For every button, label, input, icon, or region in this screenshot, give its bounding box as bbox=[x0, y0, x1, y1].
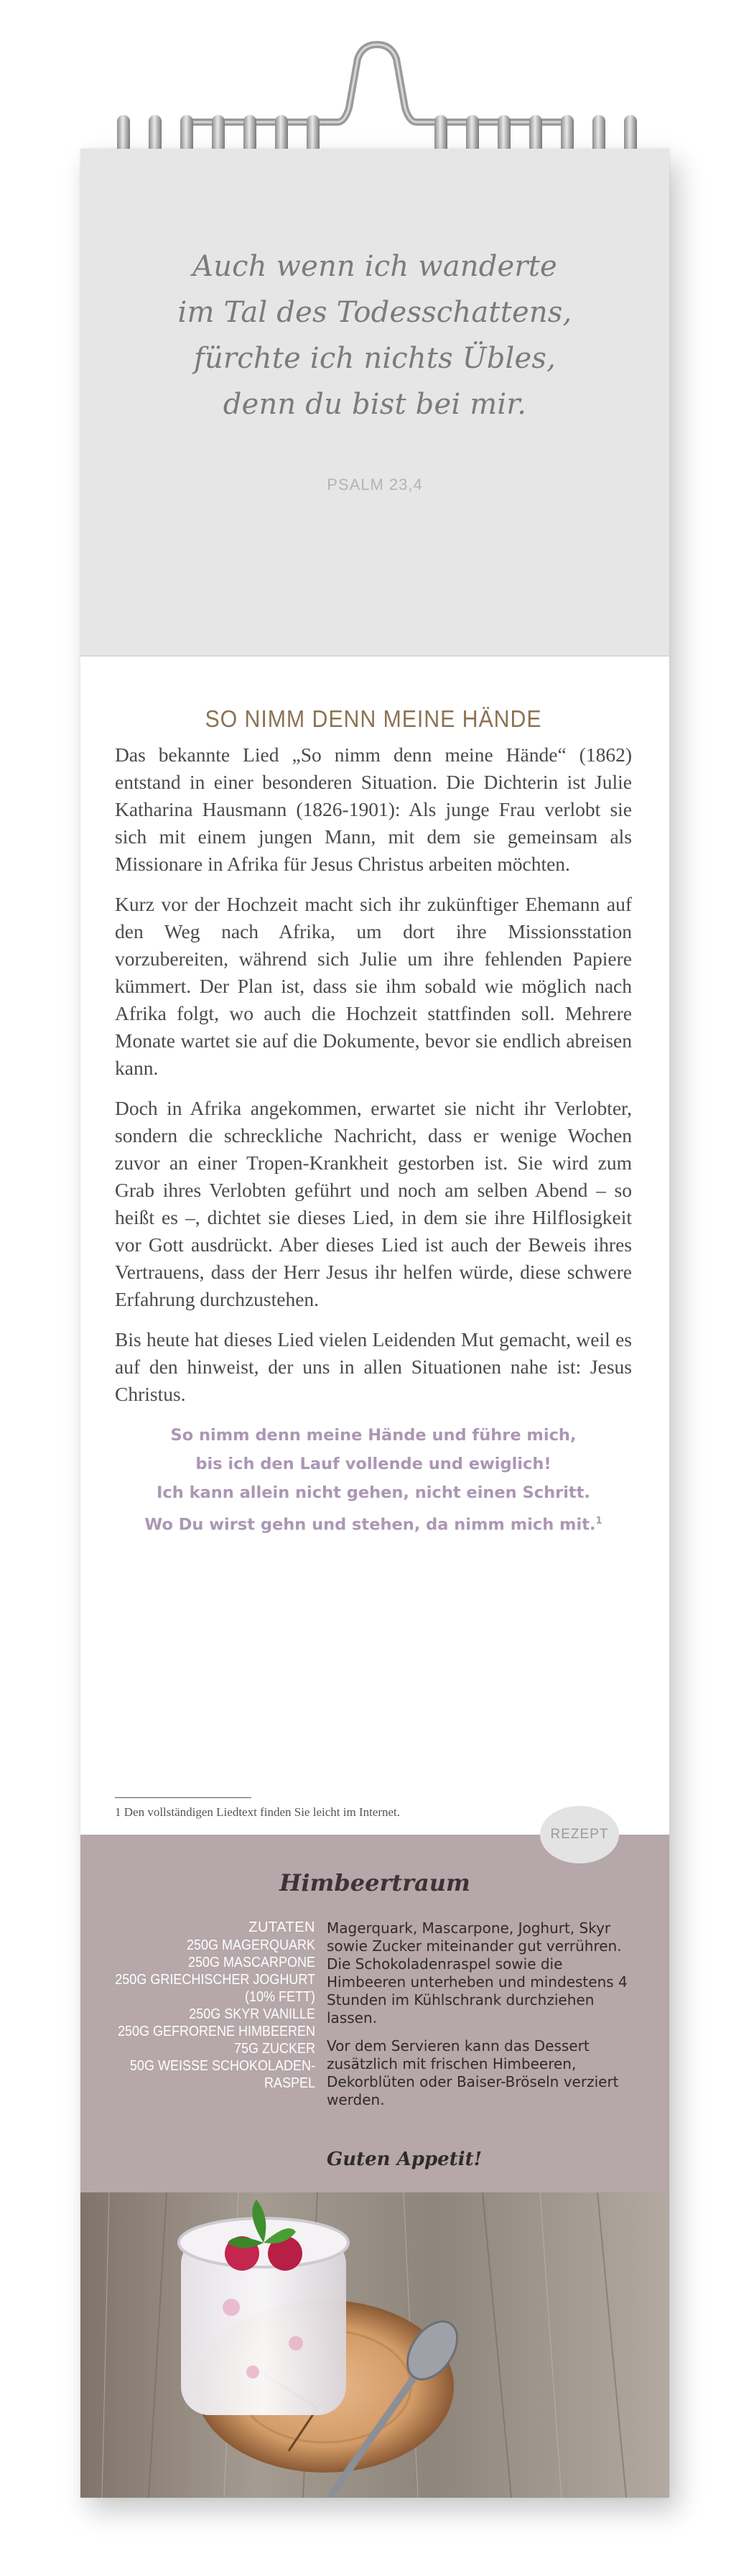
ingredient-item: 250G GEFRORENE HIMBEEREN bbox=[117, 2024, 315, 2039]
lyrics-line: bis ich den Lauf vollende und ewiglich! bbox=[195, 1455, 551, 1473]
ingredient-item: (10% FETT) bbox=[244, 1989, 315, 2005]
footnote: 1 Den vollständigen Liedtext finden Sie leicht im Internet. bbox=[115, 1805, 401, 1819]
article bbox=[115, 705, 632, 1539]
ingredient-item: 250G SKYR VANILLE bbox=[189, 2006, 315, 2022]
lyrics-line: So nimm denn meine Hände und führe mich, bbox=[170, 1426, 577, 1445]
ingredient-item: 250G GRIECHISCHER JOGHURT bbox=[115, 1972, 315, 1988]
ingredient-item: 50G WEISSE SCHOKOLADEN- bbox=[129, 2058, 316, 2074]
ingredient-item: 75G ZUCKER bbox=[233, 2041, 315, 2057]
calendar-page bbox=[80, 149, 669, 2498]
ingredient-item: RASPEL bbox=[264, 2075, 315, 2091]
recipe-step: Vor dem Servieren kann das Dessert zusätzlich mit frischen Himbeeren, Dekorblüten oder Baiser-Bröseln verziert werden. bbox=[327, 2037, 619, 2108]
recipe-block bbox=[80, 1835, 669, 2192]
verse-line: Auch wenn ich wanderte bbox=[192, 250, 557, 283]
recipe-badge: REZEPT bbox=[540, 1806, 619, 1863]
ingredients-label: ZUTATEN bbox=[248, 1919, 315, 1935]
article-paragraph: Das bekannte Lied „So nimm denn meine Hände“ (1862) entstand in einer besonderen Situation. Die Dichterin ist Julie Katharina Hausmann (1826-1901): Als junge Frau verlobt sie sich mit einem jungen Mann, mit dem sie gemeinsam als Missionare in Afrika für Jesus Christus arbeiten möchten. bbox=[115, 743, 632, 875]
hanger-wire bbox=[185, 45, 569, 129]
ingredients-list bbox=[108, 1937, 315, 2092]
ingredient-item: 250G MAGERQUARK bbox=[186, 1937, 315, 1953]
verse-block bbox=[80, 149, 669, 657]
recipe-step: Magerquark, Mascarpone, Joghurt, Skyr sowie Zucker miteinander gut verrühren. Die Schokoladenraspel sowie die Himbeeren unterheben und mindestens 4 Stunden im Kühlschrank durchziehen lassen. bbox=[327, 1919, 628, 2026]
ingredient-item: 250G MASCARPONE bbox=[187, 1955, 315, 1970]
verse-text bbox=[80, 244, 669, 427]
verse-line: fürchte ich nichts Übles, bbox=[193, 342, 557, 375]
verse-line: im Tal des Todesschattens, bbox=[177, 296, 572, 329]
song-lyrics bbox=[115, 1421, 632, 1539]
article-paragraph: Doch in Afrika angekommen, erwartet sie nicht ihr Verlobter, sondern die schreckliche Nachricht, dass er wenige Wochen zuvor an einer Tropen-Krankheit gestorben ist. Sie wird zum Grab ihres Verlobten geführt und noch am selben Abend – so heißt es –, dichtet sie dieses Lied, in dem sie ihre Hilflosigkeit vor Gott ausdrückt. Aber dieses Lied ist auch der Beweis ihres Vertrauens, dass der Herr Jesus ihr helfen würde, diese schwere Erfahrung durchzustehen. bbox=[115, 1097, 632, 1310]
article-title: SO NIMM DENN MEINE HÄNDE bbox=[205, 705, 542, 732]
verse-line: denn du bist bei mir. bbox=[223, 388, 527, 421]
dessert-photo bbox=[80, 2192, 669, 2498]
lyrics-line-last bbox=[115, 1507, 632, 1539]
lyrics-line: Wo Du wirst gehn und stehen, da nimm mich mit. bbox=[144, 1515, 596, 1534]
recipe-title: Himbeertraum bbox=[279, 1869, 470, 1896]
footnote-divider bbox=[115, 1797, 251, 1798]
article-paragraph: Kurz vor der Hochzeit macht sich ihr zukünftiger Ehemann auf den Weg nach Afrika, um dort ihre Missionsstation vorzubereiten, während sich Julie um ihre fehlenden Papiere kümmert. Der Plan ist, dass sie ihm sobald wie möglich nach Afrika folgt, wo auch die Hochzeit stattfinden soll. Mehrere Monate wartet sie auf die Dokumente, bevor sie endlich abreisen kann. bbox=[115, 893, 632, 1079]
recipe-steps bbox=[327, 1919, 637, 2119]
recipe-closing: Guten Appetit! bbox=[327, 2149, 482, 2170]
article-paragraph: Bis heute hat dieses Lied vielen Leidenden Mut gemacht, weil es auf den hinweist, der uns in allen Situationen nahe ist: Jesus Christus. bbox=[115, 1328, 632, 1405]
lyrics-line: Ich kann allein nicht gehen, nicht einen Schritt. bbox=[157, 1483, 590, 1502]
footnote-mark: 1 bbox=[595, 1516, 602, 1526]
verse-reference: PSALM 23,4 bbox=[327, 476, 423, 494]
